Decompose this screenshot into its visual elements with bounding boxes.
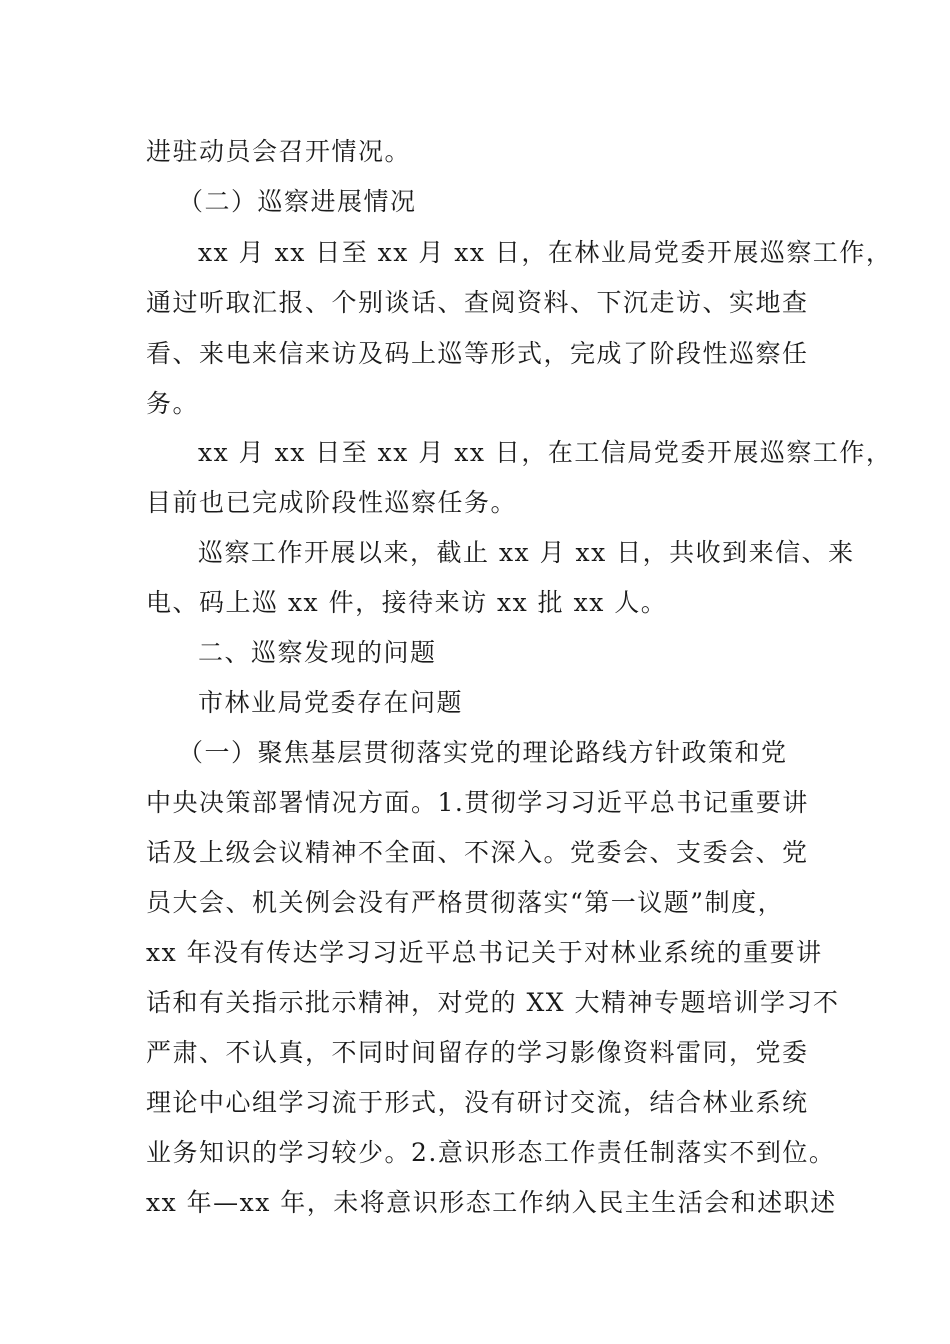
section-heading: 二、巡察发现的问题 xyxy=(198,638,437,667)
text-line: 进驻动员会召开情况。 xyxy=(146,137,412,166)
section-heading: （二）巡察进展情况 xyxy=(178,187,417,216)
text-line: 通过听取汇报、个别谈话、查阅资料、下沉走访、实地查 xyxy=(146,288,809,317)
text-line: 看、来电来信来访及码上巡等形式，完成了阶段性巡察任 xyxy=(146,339,809,368)
text-line: xx 月 xx 日至 xx 月 xx 日，在工信局党委开展巡察工作， xyxy=(198,438,893,467)
text-line: 务。 xyxy=(146,389,200,418)
text-line: 巡察工作开展以来，截止 xx 月 xx 日，共收到来信、来 xyxy=(198,538,855,567)
text-line: 严肃、不认真，不同时间留存的学习影像资料雷同，党委 xyxy=(146,1038,809,1067)
text-line: 业务知识的学习较少。2.意识形态工作责任制落实不到位。 xyxy=(146,1138,836,1167)
text-line: 电、码上巡 xx 件，接待来访 xx 批 xx 人。 xyxy=(146,588,668,617)
text-line: xx 年没有传达学习习近平总书记关于对林业系统的重要讲 xyxy=(146,938,823,967)
text-line: 中央决策部署情况方面。1.贯彻学习习近平总书记重要讲 xyxy=(146,788,809,817)
text-line: 话及上级会议精神不全面、不深入。党委会、支委会、党 xyxy=(146,838,809,867)
text-line: （一）聚焦基层贯彻落实党的理论路线方针政策和党 xyxy=(178,738,788,767)
text-line: xx 月 xx 日至 xx 月 xx 日，在林业局党委开展巡察工作， xyxy=(198,238,893,267)
text-line: 员大会、机关例会没有严格贯彻落实“第一议题”制度， xyxy=(146,888,785,917)
sub-heading: 市林业局党委存在问题 xyxy=(198,688,464,717)
text-line: 话和有关指示批示精神，对党的 XX 大精神专题培训学习不 xyxy=(146,988,840,1017)
text-line: 理论中心组学习流于形式，没有研讨交流，结合林业系统 xyxy=(146,1088,809,1117)
text-line: 目前也已完成阶段性巡察任务。 xyxy=(146,488,518,517)
text-line: xx 年—xx 年，未将意识形态工作纳入民主生活会和述职述 xyxy=(146,1188,837,1217)
